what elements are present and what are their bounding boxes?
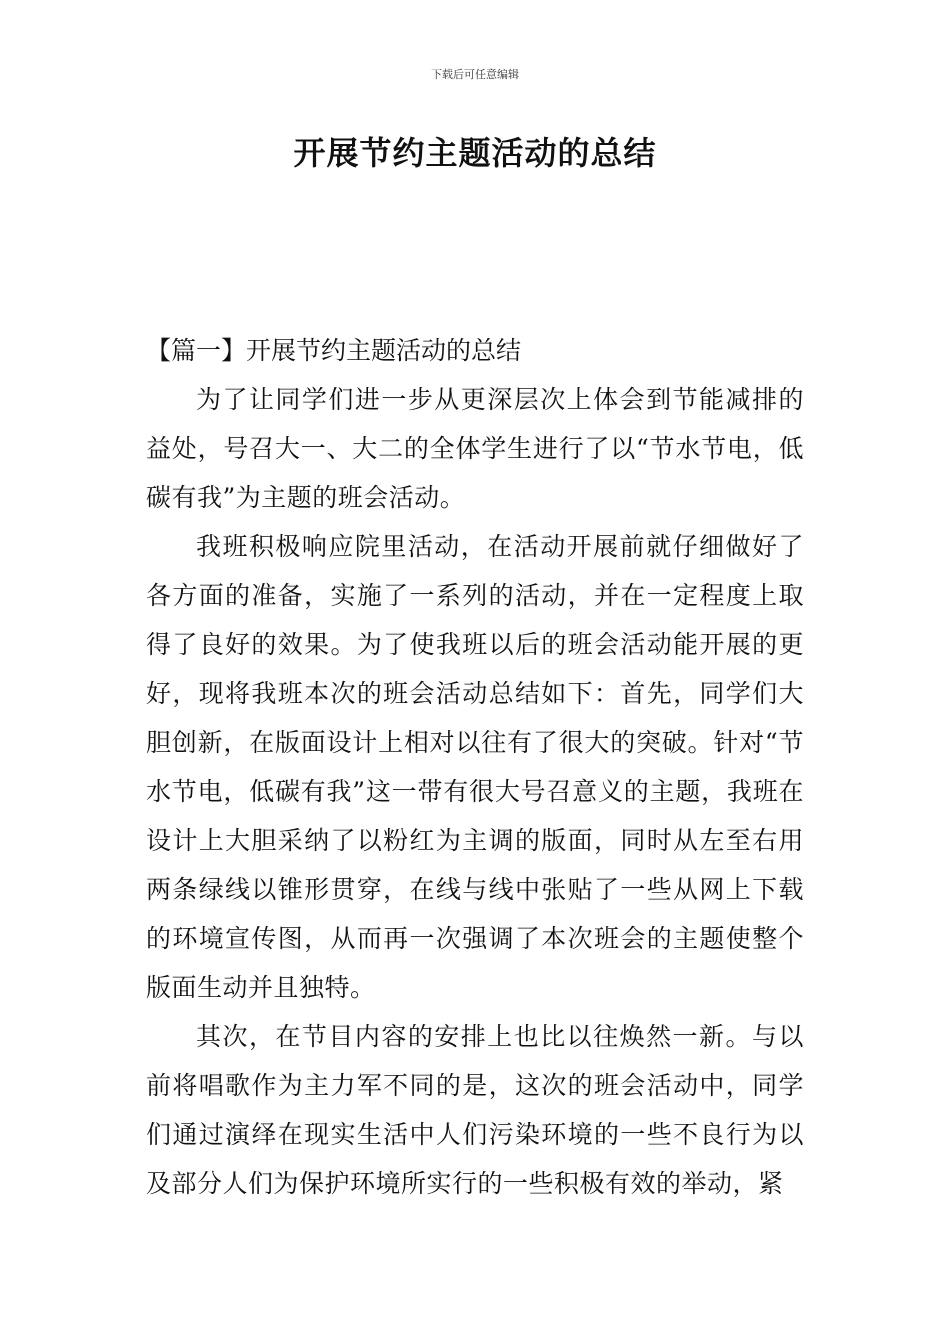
section-heading: 【篇一】开展节约主题活动的总结 — [146, 336, 522, 365]
document-title: 开展节约主题活动的总结 — [293, 134, 657, 172]
paragraph-1: 为了让同学们进一步从更深层次上体会到节能减排的益处，号召大一、大二的全体学生进行了以“节水节电，低碳有我”为主题的班会活动。 — [146, 385, 804, 512]
document-body — [146, 326, 804, 1208]
paragraph-2: 我班积极响应院里活动，在活动开展前就仔细做好了各方面的准备，实施了一系列的活动，并在一定程度上取得了良好的效果。为了使我班以后的班会活动能开展的更好，现将我班本次的班会活动总结如下：首先，同学们大胆创新，在版面设计上相对以往有了很大的突破。针对“节水节电，低碳有我”这一带有很大号召意义的主题，我班在设计上大胆采纳了以粉红为主调的版面，同时从左至右用两条绿线以锥形贯穿，在线与线中张贴了一些从网上下载的环境宣传图，从而再一次强调了本次班会的主题使整个版面生动并且独特。 — [146, 532, 804, 1002]
paragraph-3: 其次，在节目内容的安排上也比以往焕然一新。与以前将唱歌作为主力军不同的是，这次的班会活动中，同学们通过演绎在现实生活中人们污染环境的一些不良行为以及部分人们为保护环境所实行的一些积极有效的举动，紧 — [146, 1022, 804, 1198]
header-note: 下载后可任意编辑 — [431, 68, 519, 81]
